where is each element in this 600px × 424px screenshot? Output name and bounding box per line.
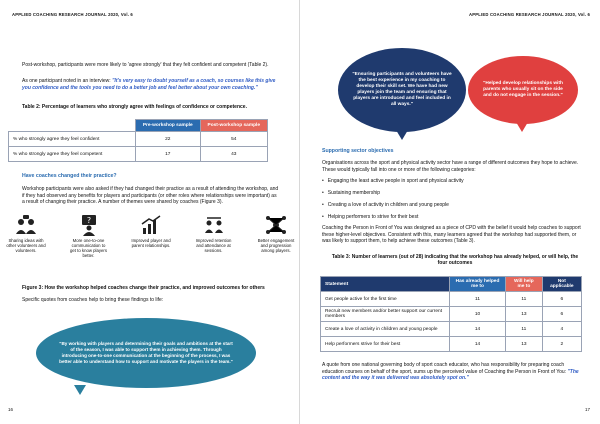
question-icon xyxy=(78,214,100,236)
section-subhead: Have coaches changed their practice? xyxy=(22,173,117,179)
table-cell: 11 xyxy=(450,292,506,307)
share-icon xyxy=(15,214,37,236)
table-cell: 17 xyxy=(136,147,201,162)
page-number: 17 xyxy=(584,407,590,412)
table-row xyxy=(321,337,582,352)
section-subhead: Supporting sector objectives xyxy=(322,148,394,154)
bubble-tail xyxy=(396,130,408,140)
figure-item xyxy=(131,214,171,258)
figure-item-label: Improved retention and attendance at sessions. xyxy=(195,238,232,253)
paragraph-lead: A quote from one national governing body of sport coach educator, who has responsibility for preparing coach education courses on behalf of the sport, sums up the perceived value of Coaching the Person in Front of You: xyxy=(322,362,568,375)
objectives-list xyxy=(322,178,584,226)
table-row xyxy=(321,307,582,322)
table-cell: Recruit new members and/or better support our current members xyxy=(321,307,450,322)
figure-item-label: More one-to-one communication to get to know players better. xyxy=(69,238,108,258)
table-cell: Get people active for the first time xyxy=(321,292,450,307)
table-header-cell: Post-workshop sample xyxy=(200,120,267,132)
figure-item xyxy=(6,214,46,258)
body-paragraph xyxy=(22,297,282,304)
table-3 xyxy=(320,276,582,352)
table-header-cell xyxy=(9,120,136,132)
attendance-icon xyxy=(203,214,225,236)
table-cell: 14 xyxy=(450,322,506,337)
table-row xyxy=(321,322,582,337)
paragraph xyxy=(322,362,584,382)
table-cell: 11 xyxy=(506,292,543,307)
figure-item-label: Sharing ideas with other volunteers and volunteers. xyxy=(6,238,46,253)
table2-caption: Table 2: Percentage of learners who strongly agree with feelings of confidence or competence. xyxy=(22,104,247,110)
network-icon xyxy=(265,214,287,236)
table-cell: 6 xyxy=(542,307,581,322)
table-2 xyxy=(8,119,268,162)
body-paragraph xyxy=(22,78,280,91)
table-cell: 2 xyxy=(542,337,581,352)
paragraph: Workshop participants were also asked if they had changed their practice as a result of attending the workshop, and if they had observed any benefits for players and participants (or other roles where relationships were important) as a result of changing their practice. A number of themes were shared by coaches (Figure 3). xyxy=(22,186,279,205)
body-paragraph xyxy=(322,362,584,382)
list-item: • Engaging the least active people in sport and physical activity xyxy=(322,178,584,190)
table-header-row xyxy=(9,120,268,132)
bubble-text: "By working with players and determining their goals and ambitions at the start of the season, I was able to support them in achieving them. Through introducing one-to-one communication at the beginning of the process, I was better able to understand how to support and motivate the players in the team." xyxy=(59,341,233,364)
table-cell: 4 xyxy=(542,322,581,337)
figure-item xyxy=(69,214,109,258)
table-cell: 13 xyxy=(506,337,543,352)
paragraph: Post-workshop, participants were more likely to 'agree strongly' that they felt confident and competent (Table 2). xyxy=(22,62,269,68)
list-item: • Sustaining membership xyxy=(322,190,584,202)
table-cell: Help performers strive for their best xyxy=(321,337,450,352)
list-item: • Creating a love of activity in children and young people xyxy=(322,202,584,214)
educator-quote: "The content and the way it was delivered was absolutely spot on." xyxy=(322,368,579,381)
growth-icon xyxy=(140,214,162,236)
table-cell: 11 xyxy=(506,322,543,337)
table3-caption: Table 3: Number of learners (out of 28) indicating that the workshop has already helped, or will help, the four outcomes xyxy=(331,254,579,266)
table-header-cell: Not applicable xyxy=(542,277,581,292)
table-row xyxy=(9,132,268,147)
table-cell: 13 xyxy=(506,307,543,322)
table-header-cell: Pre-workshop sample xyxy=(136,120,201,132)
right-page xyxy=(300,0,600,424)
figure3-caption: Figure 3: How the workshop helped coaches change their practice, and improved outcomes for others xyxy=(22,285,265,291)
bubble-tail xyxy=(74,385,86,395)
figure-item-label: Improved player and parent relationships. xyxy=(131,238,171,248)
table-cell: 22 xyxy=(136,132,201,147)
table-row xyxy=(321,292,582,307)
bubble-tail xyxy=(516,122,528,132)
table-row xyxy=(9,147,268,162)
figure-item-label: Better engagement and progression among players. xyxy=(257,238,295,253)
list-item: • Helping performers to strive for their best xyxy=(322,214,584,226)
table-header-row xyxy=(321,277,582,292)
parents-quote-bubble xyxy=(468,56,578,124)
journal-header: APPLIED COACHING RESEARCH JOURNAL 2020, Vol. 6 xyxy=(12,12,133,17)
body-paragraph xyxy=(22,186,280,206)
body-paragraph xyxy=(322,225,584,245)
figure-item xyxy=(194,214,234,258)
table-cell: 10 xyxy=(450,307,506,322)
table-cell: 6 xyxy=(542,292,581,307)
table-cell: % who strongly agree they feel competent xyxy=(9,147,136,162)
figure-item xyxy=(256,214,296,258)
bubble-text: "Ensuring participants and volunteers have the best experience in my coaching to develop their skill set. We have had new players join the team and ensuring that players are introduced and feel included in all ways." xyxy=(352,72,452,107)
table-cell: % who strongly agree they feel confident xyxy=(9,132,136,147)
table-cell: 54 xyxy=(200,132,267,147)
table-cell: 14 xyxy=(450,337,506,352)
volunteer-quote-bubble xyxy=(338,48,466,132)
svg-text:?: ? xyxy=(86,216,91,225)
bubble-text: "Helped develop relationships with parents who usually sit on the side and do not engage in the session." xyxy=(483,81,563,98)
body-paragraph xyxy=(22,62,280,69)
coach-quote-bubble xyxy=(36,318,256,388)
page-number: 16 xyxy=(8,407,14,412)
table-header-cell: Statement xyxy=(321,277,450,292)
paragraph-lead: As one participant noted in an interview: xyxy=(22,78,113,84)
table-header-cell: Has already helped me to xyxy=(450,277,506,292)
paragraph: Organisations across the sport and physical activity sector have a range of different outcomes they hope to achieve. These would typically fall into one or more of the following categories: xyxy=(322,160,579,173)
table-cell: 43 xyxy=(200,147,267,162)
body-paragraph xyxy=(322,160,584,173)
paragraph: Coaching the Person in Front of You was designed as a piece of CPD with the belief it would help coaches to support these higher-level objectives. Consistent with this, many learners agreed that the workshop had supported them, or was likely to support them, to help achieve these outcomes (Table 3). xyxy=(322,225,581,244)
table-header-cell: Will help me to xyxy=(506,277,543,292)
figure-3-icons xyxy=(6,214,296,258)
paragraph: Specific quotes from coaches help to bring these findings to life: xyxy=(22,297,164,303)
interview-quote: "It's very easy to doubt yourself as a coach, so courses like this give you confidence and the tools you need to do a better job and feel better about your own coaching." xyxy=(22,78,276,91)
table-cell: Create a love of activity in children and young people xyxy=(321,322,450,337)
journal-header: APPLIED COACHING RESEARCH JOURNAL 2020, Vol. 6 xyxy=(469,12,590,17)
paragraph xyxy=(22,78,280,91)
